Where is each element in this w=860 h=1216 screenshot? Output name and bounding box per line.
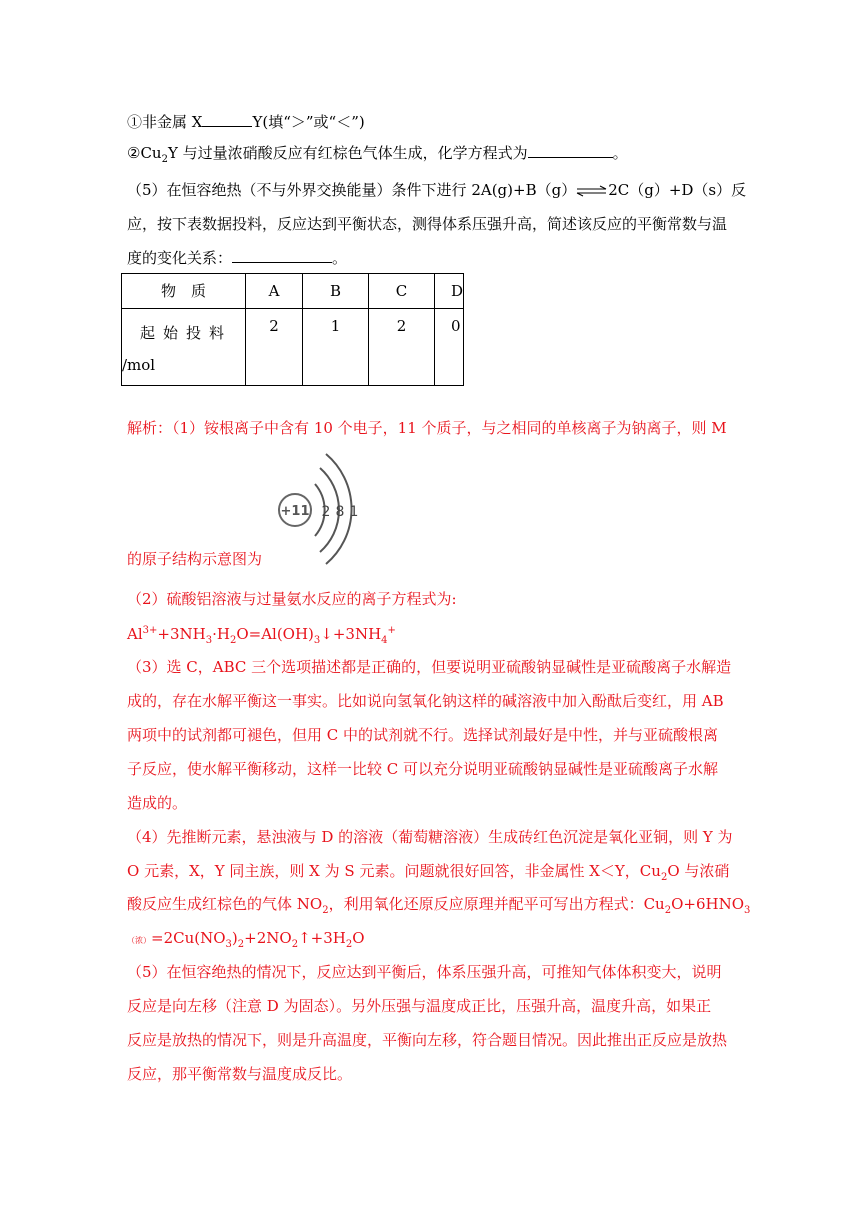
value-d: 0 [435, 309, 464, 386]
p3-line: 造成的。 [127, 794, 188, 812]
feed-table [121, 273, 464, 386]
eq-part: ↓+3NH [320, 625, 382, 643]
p2-title: （2）硫酸铝溶液与过量氨水反应的离子方程式为: [127, 590, 457, 608]
eq-sub: 3 [313, 635, 321, 646]
analysis-p4-4 [127, 928, 365, 951]
p4-line: O [352, 929, 365, 947]
row-unit: /mol [122, 356, 156, 374]
p4-line: （4）先推断元素，悬浊液与 D 的溶液（葡萄糖溶液）生成砖红色沉淀是氧化亚铜，则 Y 为 [127, 828, 733, 846]
header-label: 物 质 [122, 274, 246, 309]
analysis-p5-4 [127, 1064, 352, 1084]
eq-sub: 3 [205, 635, 213, 646]
p4-sub: 2 [345, 939, 353, 950]
header-col-d: D [435, 274, 464, 309]
header-col-a: A [246, 274, 303, 309]
question-5-line1 [127, 180, 746, 200]
p4-line: ) [231, 929, 238, 947]
q5-line2: 应，按下表数据投料，反应达到平衡状态，测得体系压强升高，简述该反应的平衡常数与温 [127, 215, 728, 233]
p4-line: O 与浓硝 [667, 862, 730, 880]
q5-line3-end: 。 [332, 249, 348, 267]
p4-sub: 3 [225, 939, 232, 950]
p5-line: 反应是向左移（注意 D 为固态）。另外压强与温度成正比，压强升高，温度升高，如果正 [127, 997, 712, 1015]
q5-text-2: 2C（g）+D（s）反 [608, 181, 747, 199]
analysis-p3-1 [127, 657, 731, 677]
q2-text: Y 与过量浓硝酸反应有红棕色气体生成，化学方程式为 [167, 144, 528, 162]
p3-line: 子反应，使水解平衡移动，这样一比较 C 可以充分说明亚硫酸钠显碱性是亚硫酸离子水解 [127, 760, 719, 778]
eq-sup: 3+ [142, 625, 158, 636]
p4-sub: 3 [744, 905, 751, 916]
analysis-p5-2 [127, 996, 711, 1016]
analysis-p2-equation [127, 624, 396, 644]
concentrated-label: （浓） [127, 936, 151, 945]
question-5-line2 [127, 214, 727, 234]
header-col-c: C [369, 274, 435, 309]
eq-part: ·H [212, 625, 230, 643]
shell-1-count: 2 [321, 504, 331, 520]
q5-line3: 度的变化关系： [127, 249, 233, 267]
nucleus-label: +11 [280, 504, 310, 519]
question-5-line3 [127, 248, 347, 268]
p4-line: O 元素，X，Y 同主族，则 X 为 S 元素。问题就很好回答，非金属性 X＜Y，Cu [127, 862, 661, 880]
analysis-line1 [127, 418, 727, 438]
p4-line: 酸反应生成红棕色的气体 NO [127, 895, 323, 913]
question-4-1 [127, 112, 365, 132]
p4-line: O+6HNO [671, 895, 745, 913]
eq-sub: 2 [229, 635, 237, 646]
q5-text: （5）在恒容绝热（不与外界交换能量）条件下进行 2A(g)+B（g） [127, 181, 577, 199]
analysis-p3-3 [127, 725, 718, 745]
answer-blank[interactable] [202, 112, 252, 127]
eq-sub: 4 [381, 635, 388, 646]
p5-line: （5）在恒容绝热的情况下，反应达到平衡后，体系压强升高，可推知气体体积变大，说明 [127, 963, 722, 981]
answer-blank[interactable] [528, 143, 613, 158]
table-row [122, 309, 464, 386]
eq-part: Al [127, 625, 143, 643]
q1-after: Y(填“＞”或“＜”) [252, 113, 365, 131]
eq-part: O=Al(OH) [236, 625, 314, 643]
equilibrium-arrow-icon [576, 185, 608, 197]
eq-part: +3NH [157, 625, 206, 643]
p4-sub: 2 [237, 939, 245, 950]
p4-sub: 2 [664, 905, 672, 916]
shell-3-count: 1 [349, 504, 359, 520]
p4-line: ，利用氧化还原反应原理并配平可写出方程式：Cu [328, 895, 665, 913]
p4-line: =2Cu(NO [151, 929, 226, 947]
row-label-text: 起始投料 [140, 324, 233, 342]
analysis-p5-3 [127, 1030, 727, 1050]
analysis-p2-title [127, 589, 457, 609]
analysis-p4-3 [127, 894, 750, 914]
analysis-p3-5 [127, 793, 187, 813]
analysis-text: 解析：（1）铵根离子中含有 10 个电子，11 个质子，与之相同的单核离子为钠离子，则 M [127, 419, 727, 437]
analysis-p3-4 [127, 759, 718, 779]
atomic-structure-diagram [270, 446, 370, 566]
p5-line: 反应是放热的情况下，则是升高温度，平衡向左移，符合题目情况。因此推出正反应是放热 [127, 1031, 728, 1049]
analysis-p4-2 [127, 861, 729, 881]
p3-line: 成的，存在水解平衡这一事实。比如说向氢氧化钠这样的碱溶液中加入酚酞后变红，用 AB [127, 692, 724, 710]
value-c: 2 [369, 309, 435, 386]
p5-line: 反应，那平衡常数与温度成反比。 [127, 1065, 353, 1083]
q2-end: 。 [612, 144, 628, 162]
p3-line: 两项中的试剂都可褪色，但用 C 中的试剂就不行。选择试剂最好是中性，并与亚硫酸根离 [127, 726, 719, 744]
row-label [122, 309, 246, 386]
shell-2-count: 8 [335, 504, 345, 520]
p3-line: （3）选 C，ABC 三个选项描述都是正确的，但要说明亚硫酸钠显碱性是亚硫酸离子水解造 [127, 658, 732, 676]
question-4-2 [127, 143, 628, 163]
value-b: 1 [303, 309, 369, 386]
analysis-p4-1 [127, 827, 733, 847]
analysis-text: 的原子结构示意图为 [127, 550, 263, 568]
p4-sub: 2 [322, 905, 329, 916]
p4-sub: 2 [660, 872, 668, 883]
analysis-p5-1 [127, 962, 722, 982]
answer-blank[interactable] [232, 248, 332, 263]
table-header-row [122, 274, 464, 309]
q2-prefix: ②Cu [127, 144, 162, 162]
p4-sub: 2 [291, 939, 299, 950]
value-a: 2 [246, 309, 303, 386]
q2-sub: 2 [161, 154, 168, 165]
p4-line: ↑+3H [298, 929, 346, 947]
p4-line: +2NO [244, 929, 292, 947]
header-col-b: B [303, 274, 369, 309]
q1-before: ①非金属 X [127, 113, 203, 131]
eq-sup: + [387, 625, 396, 636]
analysis-p3-2 [127, 691, 724, 711]
analysis-line2 [127, 549, 262, 569]
